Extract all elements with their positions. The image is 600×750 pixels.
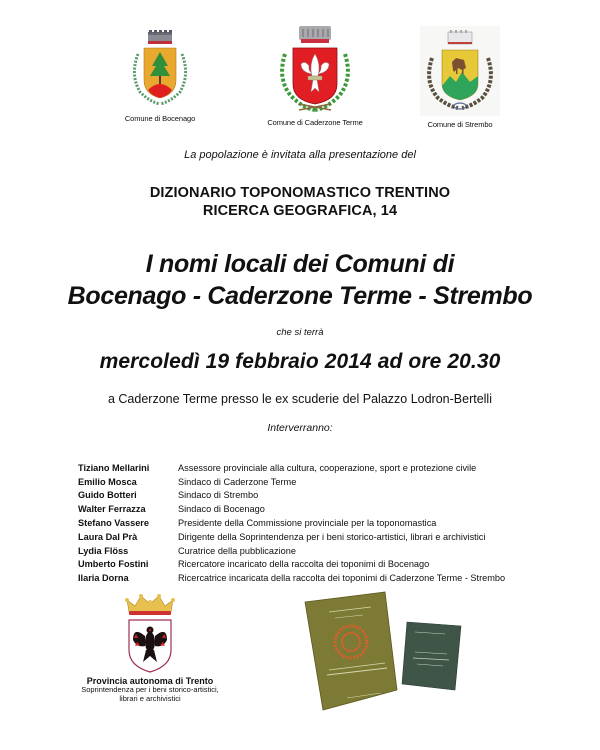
crest-caderzone-terme [260,24,370,127]
crest-bocenago [110,30,210,123]
speakers-list [78,461,578,585]
speaker-row [78,544,578,558]
invitation-text: La popolazione è invitata alla presentazione del [184,149,416,161]
speaker-name: Laura Dal Prà [78,531,138,542]
book-cover-large [305,592,397,710]
crest-label: Comune di Bocenago [124,114,196,123]
main-title-line1: I nomi locali dei Comuni di [145,250,455,278]
main-title-line2: Bocenago - Caderzone Terme - Strembo [67,282,533,310]
book-cover-small [402,622,461,690]
crest-strembo [410,26,510,129]
trento-eagle-crest-icon [123,594,177,674]
speaker-row [78,489,578,503]
speaker-row [78,530,578,544]
speaker-row [78,475,578,489]
speaker-role: Presidente della Commissione provinciale per la toponomastica [178,518,437,529]
speaker-name: Tiziano Mellarini [78,462,150,473]
speaker-role: Dirigente della Soprintendenza per i beni storico-artistici, librari e archivistici [178,531,486,542]
crest-label: Comune di Caderzone Terme [267,118,363,127]
series-title: DIZIONARIO TOPONOMASTICO TRENTINO [149,185,451,201]
strembo-crest-icon [420,26,500,116]
speakers-heading: Interverranno: [267,422,333,434]
speaker-name: Guido Botteri [78,490,137,501]
speaker-role: Curatrice della pubblicazione [178,545,296,556]
speaker-role: Sindaco di Bocenago [178,504,265,515]
speaker-name: Umberto Fostini [78,559,149,570]
speaker-name: Stefano Vassere [78,518,149,529]
bocenago-crest-icon [124,30,196,110]
book-covers-image [285,590,485,720]
caderzone-crest-icon [275,24,355,114]
crest-label: Comune di Strembo [427,120,493,129]
speaker-role: Ricercatore incaricato della raccolta dei toponimi di Bocenago [178,559,430,570]
speaker-name: Emilio Mosca [78,476,137,487]
speaker-row [78,558,578,572]
speaker-row [78,461,578,475]
speaker-row [78,516,578,530]
province-department-line1: Soprintendenza per i beni storico-artistici, [81,685,219,694]
speaker-role: Sindaco di Strembo [178,490,259,501]
event-venue: a Caderzone Terme presso le ex scuderie del Palazzo Lodron-Bertelli [107,392,492,406]
event-date: mercoledì 19 febbraio 2014 ad ore 20.30 [99,350,501,373]
speaker-role: Ricercatrice incaricata della raccolta dei toponimi di Caderzone Terme - Strembo [178,573,506,584]
speaker-row [78,502,578,516]
held-text: che si terrà [276,327,324,338]
series-subtitle: RICERCA GEOGRAFICA, 14 [202,203,398,219]
speaker-role: Assessore provinciale alla cultura, cooperazione, sport e protezione civile [178,462,477,473]
speaker-name: Walter Ferrazza [78,504,146,515]
speaker-name: Ilaria Dorna [78,573,129,584]
speaker-row [78,571,578,585]
speaker-name: Lydia Flöss [78,545,129,556]
province-logo-block [60,594,240,703]
speaker-role: Sindaco di Caderzone Terme [178,476,297,487]
province-department-line2: librari e archivistici [119,693,181,703]
province-name: Provincia autonoma di Trento [86,676,214,686]
